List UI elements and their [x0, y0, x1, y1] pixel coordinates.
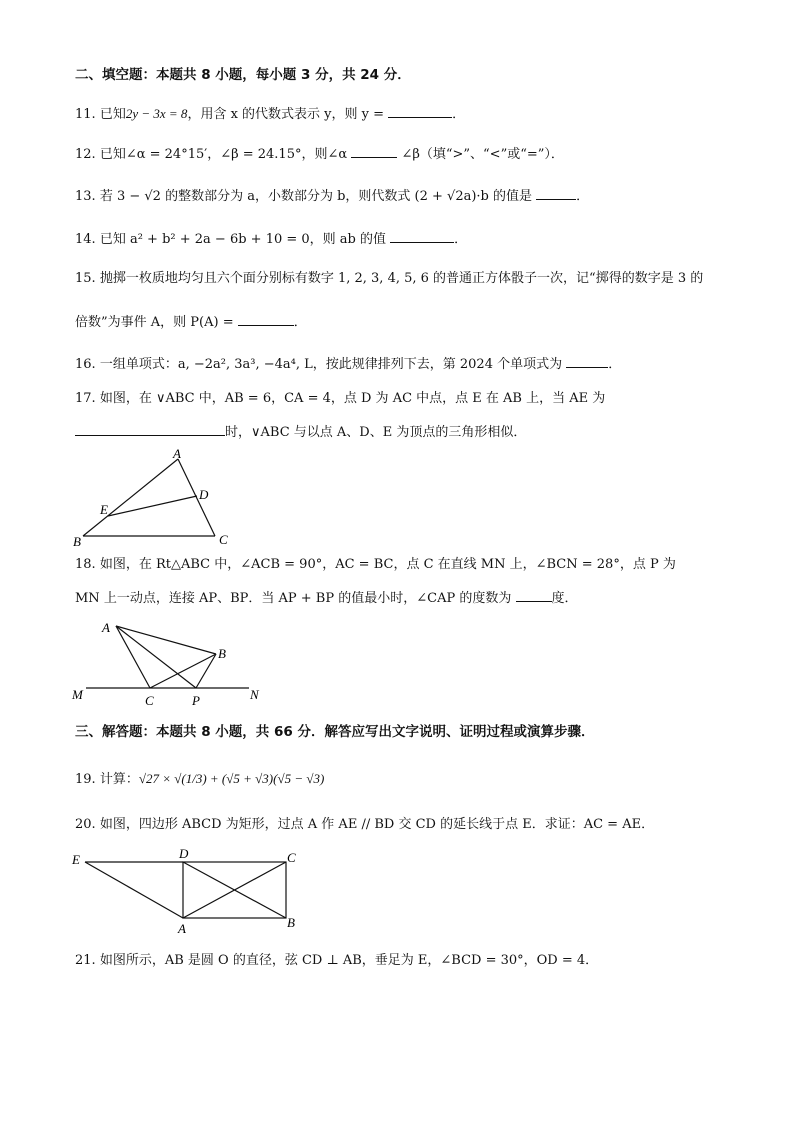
q18-geometry-figure [66, 614, 276, 710]
q19-number: 19. [75, 772, 96, 787]
q20-label-a: A [178, 921, 186, 936]
q18-label-p: P [192, 693, 200, 708]
q20-line1: 如图，四边形 ABCD 为矩形，过点 A 作 AE // BD 交 CD 的延长线于点 E．求证：AC = AE． [99, 817, 655, 832]
question-15-line-2 [75, 312, 307, 332]
q17-number: 17. [75, 391, 96, 406]
q18-label-b: B [218, 646, 226, 661]
q19-expr: √27 × √(1/3) + (√5 + √3)(√5 − √3) [138, 771, 325, 786]
q20-label-b: B [287, 915, 295, 930]
q14-end: ． [454, 232, 468, 247]
question-17-line-1 [75, 390, 605, 408]
q14-text-a: 已知 a² + b² + 2a − 6b + 10 = 0，则 ab 的值 [99, 232, 387, 247]
q16-answer-blank[interactable] [566, 354, 608, 368]
q14-answer-blank[interactable] [390, 229, 454, 243]
q17-label-b: B [73, 534, 81, 548]
q18-label-m: M [72, 687, 83, 702]
question-16 [75, 354, 621, 374]
question-14 [75, 229, 467, 249]
q18-number: 18. [75, 557, 96, 572]
question-18-line-1 [75, 556, 676, 574]
question-18-line-2 [75, 588, 578, 608]
q17-answer-blank[interactable] [75, 422, 225, 436]
q18-line2b: 度． [551, 591, 578, 606]
q14-number: 14. [75, 232, 96, 247]
q15-number: 15. [75, 271, 96, 286]
q18-segment-ab [116, 626, 216, 654]
q12-answer-blank[interactable] [351, 144, 397, 158]
q18-line2a: MN 上一动点，连接 AP、BP．当 AP + BP 的值最小时，∠CAP 的度数为 [75, 591, 512, 606]
q11-text-b: ，用含 x 的代数式表示 y，则 y = [187, 107, 385, 122]
question-21 [75, 952, 598, 970]
q13-number: 13. [75, 189, 96, 204]
q17-label-c: C [219, 532, 228, 547]
q12-text-a: 已知∠α = 24°15′，∠β = 24.15°，则∠α [99, 147, 348, 162]
q11-expr: 2y − 3x = 8 [125, 106, 188, 121]
q11-number: 11. [75, 107, 96, 122]
q15-end: ． [293, 315, 307, 330]
q20-label-c: C [287, 850, 296, 865]
q17-label-e: E [100, 502, 108, 517]
q17-segment-ab [83, 459, 178, 536]
q17-label-a: A [173, 446, 181, 461]
q18-answer-blank[interactable] [516, 588, 552, 602]
q11-end: ． [452, 107, 466, 122]
q17-triangle-figure [66, 444, 246, 548]
q18-segment-ac [116, 626, 150, 688]
q16-text-a: 一组单项式：a, −2a², 3a³, −4a⁴, L，按此规律排列下去，第 2024 个单项式为 [99, 357, 563, 372]
question-11 [75, 104, 465, 124]
q20-label-e: E [72, 852, 80, 867]
q16-end: ． [608, 357, 622, 372]
q11-answer-blank[interactable] [388, 104, 452, 118]
q21-line1: 如图所示，AB 是圆 O 的直径，弦 CD ⊥ AB，垂足为 E，∠BCD = 30°，OD = 4． [99, 953, 599, 968]
q15-line2: 倍数”为事件 A，则 P(A) = [75, 315, 234, 330]
q15-line1: 抛掷一枚质地均匀且六个面分别标有数字 1, 2, 3, 4, 5, 6 的普通正方体骰子一次，记“掷得的数字是 3 的 [99, 271, 704, 286]
q20-label-d: D [179, 846, 189, 861]
q18-line1: 如图，在 Rt△ABC 中，∠ACB = 90°，AC = BC，点 C 在直线 MN 上，∠BCN = 28°，点 P 为 [99, 557, 676, 572]
q13-answer-blank[interactable] [536, 186, 576, 200]
question-19 [75, 770, 324, 789]
section-2-header: 二、填空题：本题共 8 小题，每小题 3 分，共 24 分． [75, 67, 411, 83]
question-20 [75, 816, 654, 834]
q17-line2: 时，∨ABC 与以点 A、D、E 为顶点的三角形相似． [225, 425, 527, 440]
q20-rectangle-figure [66, 842, 316, 938]
q20-number: 20. [75, 817, 96, 832]
q12-number: 12. [75, 147, 96, 162]
q19-text-a: 计算： [99, 772, 139, 787]
q11-text-a: 已知 [99, 107, 126, 122]
q13-end: ． [576, 189, 590, 204]
q17-segment-ed [108, 496, 197, 516]
q18-label-n: N [250, 687, 259, 702]
q18-segment-ap [116, 626, 196, 688]
q18-label-a: A [102, 620, 110, 635]
section-3-header: 三、解答题：本题共 8 小题，共 66 分．解答应写出文字说明、证明过程或演算步骤． [75, 724, 595, 740]
q15-answer-blank[interactable] [238, 312, 294, 326]
q21-number: 21. [75, 953, 96, 968]
q12-text-b: ∠β（填“>”、“<”或“=”）． [401, 147, 564, 162]
q17-segment-ac [178, 459, 215, 536]
question-17-line-2 [75, 422, 526, 442]
q17-line1: 如图，在 ∨ABC 中，AB = 6，CA = 4，点 D 为 AC 中点，点 E 在 AB 上，当 AE 为 [99, 391, 606, 406]
question-15-line-1 [75, 270, 703, 288]
q13-text-a: 若 3 − √2 的整数部分为 a，小数部分为 b，则代数式 (2 + √2a)·b 的值是 [99, 189, 533, 204]
q20-segment-ea [85, 862, 183, 918]
q16-number: 16. [75, 357, 96, 372]
question-13 [75, 186, 589, 206]
q18-label-c: C [145, 693, 154, 708]
q17-label-d: D [199, 487, 209, 502]
question-12 [75, 144, 564, 164]
